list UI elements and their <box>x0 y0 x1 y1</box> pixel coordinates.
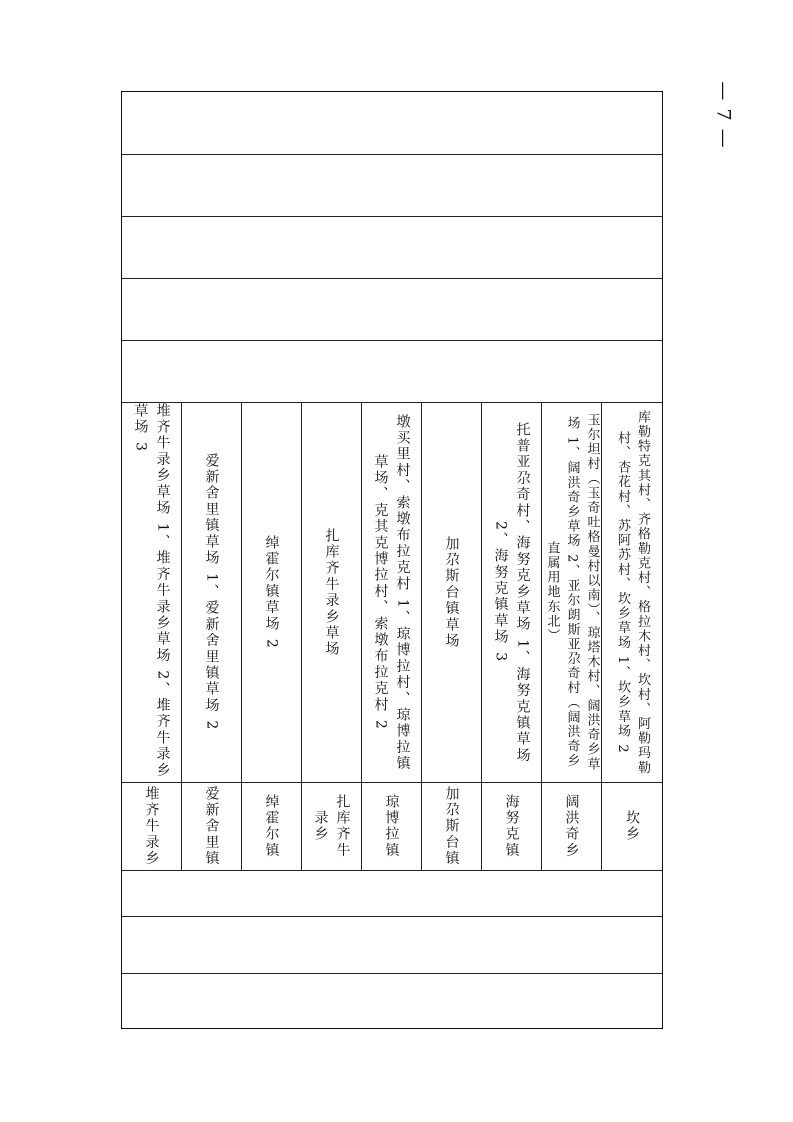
pasture-cell <box>242 403 301 782</box>
pasture-cell <box>482 403 541 782</box>
pasture-cell <box>302 403 361 782</box>
table-rule <box>122 278 662 279</box>
pasture-text: 墩买里村、索墩布拉克村 1、琼博拉村、琼博拉镇草场、克其克博拉村、索墩布拉克村 2 <box>372 413 411 772</box>
pasture-cell <box>362 403 421 782</box>
pasture-cell <box>422 403 481 782</box>
township-text: 堆齐牛录乡 <box>143 786 160 867</box>
page-number-text: — 7 — <box>713 81 736 149</box>
table-rule <box>122 216 662 217</box>
township-cell <box>602 783 662 870</box>
pasture-cell <box>542 403 601 782</box>
township-text: 加尕斯台镇 <box>443 786 460 867</box>
table-rule <box>122 916 662 917</box>
township-text: 爱新舍里镇 <box>203 786 220 867</box>
township-text: 阔洪奇乡 <box>563 794 580 859</box>
pasture-cell <box>182 403 241 782</box>
township-cell <box>302 783 361 870</box>
pasture-cell <box>122 403 181 782</box>
township-cell <box>542 783 601 870</box>
pasture-text: 库勒特克其村、齐格勒克村、格拉木村、坎村、阿勒玛勒村、杏花村、苏阿苏村、坎乡草场 1、坎乡草场 2 <box>615 410 650 775</box>
pasture-cell <box>602 403 662 782</box>
table-rule <box>122 973 662 974</box>
township-cell <box>422 783 481 870</box>
township-text: 坎乡 <box>624 810 640 843</box>
pasture-text: 玉尔坦村（玉奇吐格曼村以南）、琼塔木村、阔洪奇乡草场 1、阔洪奇乡草场 2、亚尔朗斯亚尕奇村（阔洪奇乡直属用地东北） <box>544 413 600 772</box>
pasture-table <box>121 91 663 1029</box>
township-cell <box>122 783 181 870</box>
pasture-text: 绰霍尔镇草场 2 <box>263 535 280 650</box>
pasture-text: 加尕斯台镇草场 <box>443 535 460 650</box>
township-cell <box>182 783 241 870</box>
township-text: 海努克镇 <box>503 794 520 859</box>
township-text: 琼博拉镇 <box>383 794 400 859</box>
township-cell <box>482 783 541 870</box>
table-rule <box>122 340 662 341</box>
pasture-text: 托普亚尕奇村、海努克乡草场 1、海努克镇草场 2、海努克镇草场 3 <box>492 421 531 771</box>
table-rule <box>122 154 662 155</box>
pasture-text: 爱新舍里镇草场 1、爱新舍里镇草场 2 <box>203 453 220 732</box>
township-text: 绰霍尔镇 <box>263 794 280 859</box>
township-cell <box>242 783 301 870</box>
township-text: 扎库齐牛录乡 <box>312 794 351 859</box>
page-number <box>712 81 736 149</box>
pasture-text: 扎库齐牛录乡草场 <box>323 527 340 658</box>
table-rule <box>122 870 662 871</box>
pasture-text: 堆齐牛录乡草场 1、堆齐牛录乡草场 2、堆齐牛录乡草场 3 <box>132 403 171 779</box>
township-cell <box>362 783 421 870</box>
